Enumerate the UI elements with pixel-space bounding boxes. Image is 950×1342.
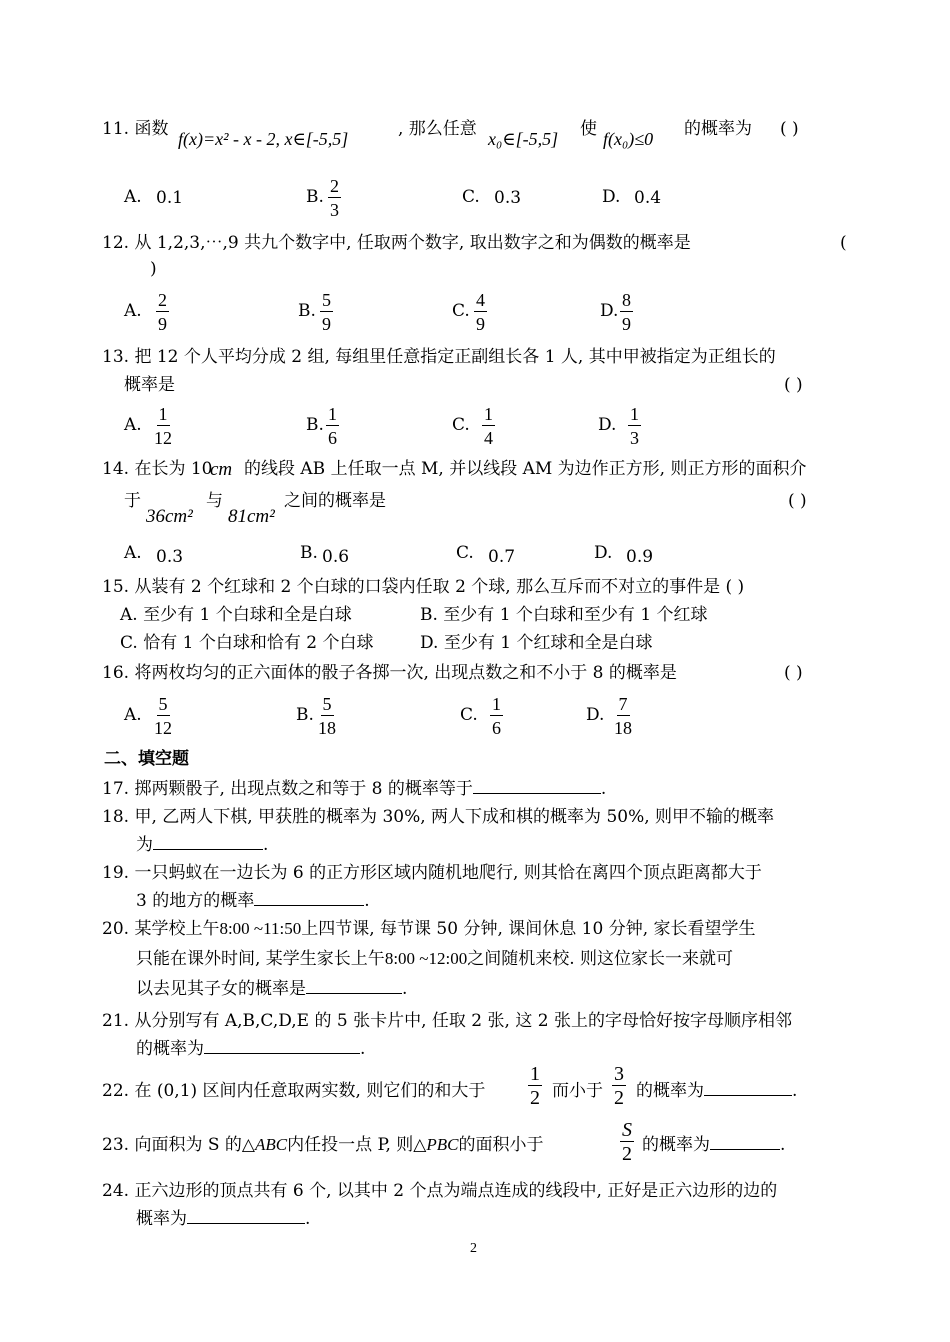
q14-line1-end: 的线段 AB 上任取一点 M, 并以线段 AM 为边作正方形, 则正方形的面积介 [244,459,807,479]
q20-end: . [402,979,408,999]
q16-option-a-label: A. [124,705,142,725]
q19-prefix: 3 的地方的概率 [136,891,255,911]
q16-answer-paren: ( ) [784,663,803,683]
q22-text-a: 22. 在 (0,1) 区间内任意取两实数, 则它们的和大于 [102,1081,486,1101]
fraction-numerator: 3 [614,1063,624,1085]
q11-option-a-label: A. [124,187,142,207]
q14-area-81: 81cm² [228,506,275,527]
q23-text-a: 23. 向面积为 S 的△ [102,1135,255,1155]
fraction-denominator: 3 [630,428,639,448]
q20-time1: 8:00 ~11:50 [219,919,302,938]
q23-text-b: 内任投一点 P, 则△ [287,1135,427,1155]
q20-prefix: 以去见其子女的概率是 [136,979,306,999]
q12-option-d-label: D. [600,301,619,321]
q12-option-c-label: C. [452,301,470,321]
q21-end: . [360,1039,366,1059]
q11-option-b-fraction [328,176,341,220]
q22-end: . [792,1081,798,1101]
fraction-denominator: 18 [614,718,632,738]
q15-line1: 15. 从装有 2 个红球和 2 个白球的口袋内任取 2 个球, 那么互斥而不对立的事件是 ( ) [102,577,745,597]
fraction-numerator: S [622,1119,632,1141]
q16-line1: 16. 将两枚均匀的正六面体的骰子各掷一次, 出现点数之和不小于 8 的概率是 [102,663,677,683]
q13-option-c-label: C. [452,415,470,435]
q18-end: . [263,835,269,855]
q12-option-d-fraction [620,290,633,334]
q14-option-c-value: 0.7 [488,547,516,567]
q19-end: . [364,891,370,911]
q11-prefix: 11. 函数 [102,119,169,139]
fraction-denominator: 6 [328,428,337,448]
q16-option-c-fraction [490,694,503,738]
q11-x0: x₀∈[-5,5] [488,129,559,149]
q11-option-b-label: B. [306,187,324,207]
q20-line2-end: 之间随机来校. 则这位家长一来就可 [467,949,734,969]
q24-prefix: 概率为 [136,1209,187,1229]
q13-option-b-fraction [326,404,339,448]
q14-option-a-value: 0.3 [156,547,184,567]
q11-option-c-value: 0.3 [494,188,522,208]
q22-fraction-upper [612,1064,626,1108]
q11-suffix: 的概率为 [684,119,752,139]
q14-answer-paren: ( ) [788,491,807,511]
q15-option-d: D. 至少有 1 个红球和全是白球 [420,633,653,653]
q18-line1: 18. 甲, 乙两人下棋, 甲获胜的概率为 30%, 两人下成和棋的概率为 50%, 则甲不输的概率 [102,807,775,827]
q20-line2-start: 只能在课外时间, 某学生家长上午 [136,949,385,969]
q16-option-d-fraction [614,694,632,738]
fraction-denominator: 9 [158,314,167,334]
q22-fraction-lower [528,1064,542,1108]
q18-answer-blank[interactable] [153,834,263,850]
q11-condition: f(x₀)≤0 [603,129,654,149]
q15-option-a: A. 至少有 1 个白球和全是白球 [120,605,352,625]
q19-answer-blank[interactable] [254,890,364,906]
fraction-numerator: 5 [322,694,332,714]
q17-text [102,778,606,800]
q12-option-b-label: B. [298,301,316,321]
q20-time2: 8:00 ~12:00 [384,949,468,968]
q12-option-b-fraction [320,290,333,334]
section-fill-in-heading: 二、填空题 [104,749,189,769]
q13-option-d-label: D. [598,415,617,435]
q16-option-c-label: C. [460,705,478,725]
fraction-denominator: 3 [330,200,339,220]
q23-text-c: 的面积小于 [458,1135,544,1155]
q23-fraction [620,1120,634,1164]
q20-line1-start: 20. 某学校上午 [102,919,220,939]
fraction-denominator: 12 [154,428,172,448]
q12-paren-close: ) [150,259,157,279]
q24-end: . [305,1209,311,1229]
fraction-denominator: 9 [322,314,331,334]
q14-option-c-label: C. [456,543,474,563]
q13-option-a-label: A. [124,415,142,435]
q13-option-b-label: B. [306,415,324,435]
fraction-numerator: 8 [622,290,631,310]
q16-option-d-label: D. [586,705,605,725]
fraction-denominator: 2 [530,1087,540,1109]
q23-end: . [780,1135,786,1155]
q13-line1: 13. 把 12 个人平均分成 2 组, 每组里任意指定正副组长各 1 人, 其中甲被指定为正组长的 [102,347,776,367]
fraction-denominator: 12 [154,718,172,738]
q22-text-c [636,1080,797,1102]
q23-line [102,1134,543,1156]
q24-answer-blank[interactable] [187,1208,305,1224]
fraction-numerator: 5 [158,694,168,714]
q16-option-b-label: B. [296,705,314,725]
fraction-numerator: 1 [530,1063,540,1085]
q13-line2: 概率是 [124,375,175,395]
q22-answer-blank[interactable] [704,1080,792,1096]
q18-line2 [136,834,268,856]
q11-option-c-label: C. [462,187,480,207]
q14-unit: cm [210,459,233,480]
q13-option-c-fraction [482,404,495,448]
q15-option-b: B. 至少有 1 个白球和至少有 1 个红球 [420,605,708,625]
q11-mid: , 那么任意 [398,119,477,139]
q23-triangle-abc: ABC [254,1135,288,1154]
q22-text-b: 而小于 [552,1081,603,1101]
q21-answer-blank[interactable] [204,1038,360,1054]
fraction-numerator: 7 [618,694,628,714]
q14-option-b-label: B. [300,543,318,563]
q12-option-c-fraction [474,290,487,334]
q13-option-d-fraction [628,404,641,448]
q11-option-d-value: 0.4 [634,188,662,208]
fraction-numerator: 2 [158,290,167,310]
fraction-numerator: 1 [328,404,337,424]
q14-line1-start: 14. 在长为 10 [102,459,213,479]
fraction-denominator: 6 [492,718,501,738]
q12-paren-open: ( [840,233,847,253]
q14-option-d-label: D. [594,543,613,563]
q22-suffix: 的概率为 [636,1081,704,1101]
q11-function: f(x)=x² - x - 2, x∈[-5,5] [178,129,349,149]
q17-answer-blank[interactable] [473,778,601,794]
fraction-denominator: 18 [318,718,336,738]
fraction-numerator: 2 [330,176,339,196]
q13-answer-paren: ( ) [784,375,803,395]
q23-suffix-line [642,1134,785,1156]
q14-line2-and: 与 [206,491,223,511]
q21-line2 [136,1038,365,1060]
q12-option-a-fraction [156,290,169,334]
q14-area-36: 36cm² [146,506,193,527]
q18-prefix: 为 [136,835,153,855]
q21-line1: 21. 从分别写有 A,B,C,D,E 的 5 张卡片中, 任取 2 张, 这 2 张上的字母恰好按字母顺序相邻 [102,1011,792,1031]
q20-line1-end: 上四节课, 每节课 50 分钟, 课间休息 10 分钟, 家长看望学生 [301,919,756,939]
fraction-denominator: 9 [622,314,631,334]
fraction-numerator: 1 [630,404,639,424]
q24-line2 [136,1208,310,1230]
q19-line2 [136,890,370,912]
q14-option-b-value: 0.6 [322,547,350,567]
fraction-numerator: 1 [484,404,493,424]
q23-triangle-pbc: PBC [426,1135,459,1154]
q11-option-a-value: 0.1 [156,188,184,208]
q14-line2-end: 之间的概率是 [284,491,386,511]
q20-answer-blank[interactable] [306,978,402,994]
fraction-denominator: 4 [484,428,493,448]
q11-use: 使 [580,119,597,139]
q20-line3 [136,978,407,1000]
fraction-denominator: 2 [622,1143,632,1165]
q19-line1: 19. 一只蚂蚁在一边长为 6 的正方形区域内随机地爬行, 则其恰在离四个顶点距离都大于 [102,863,762,883]
q11-option-d-label: D. [602,187,621,207]
q14-option-d-value: 0.9 [626,547,654,567]
q17-end: . [600,779,607,799]
q21-prefix: 的概率为 [136,1039,204,1059]
q20-line1 [102,918,756,940]
q15-option-c: C. 恰有 1 个白球和恰有 2 个白球 [120,633,374,653]
fraction-numerator: 1 [158,404,168,424]
q13-option-a-fraction [154,404,172,448]
q24-line1: 24. 正六边形的顶点共有 6 个, 以其中 2 个点为端点连成的线段中, 正好是正六边形的边的 [102,1181,778,1201]
page-number: 2 [470,1241,477,1256]
q11-answer-paren: ( ) [780,119,799,139]
q12-line1: 12. 从 1,2,3,⋯,9 共九个数字中, 任取两个数字, 取出数字之和为偶数的概率是 [102,233,691,253]
fraction-numerator: 5 [322,290,331,310]
q16-option-b-fraction [318,694,336,738]
fraction-numerator: 4 [476,290,485,310]
q16-option-a-fraction [154,694,172,738]
q20-line2 [136,948,733,970]
fraction-denominator: 9 [476,314,485,334]
q23-answer-blank[interactable] [710,1134,780,1150]
q14-option-a-label: A. [124,543,142,563]
q23-suffix: 的概率为 [642,1135,710,1155]
q17-question: 17. 掷两颗骰子, 出现点数之和等于 8 的概率等于 [102,779,473,799]
fraction-denominator: 2 [614,1087,624,1109]
fraction-numerator: 1 [492,694,501,714]
q14-line2-start: 于 [124,491,141,511]
q12-option-a-label: A. [124,301,142,321]
